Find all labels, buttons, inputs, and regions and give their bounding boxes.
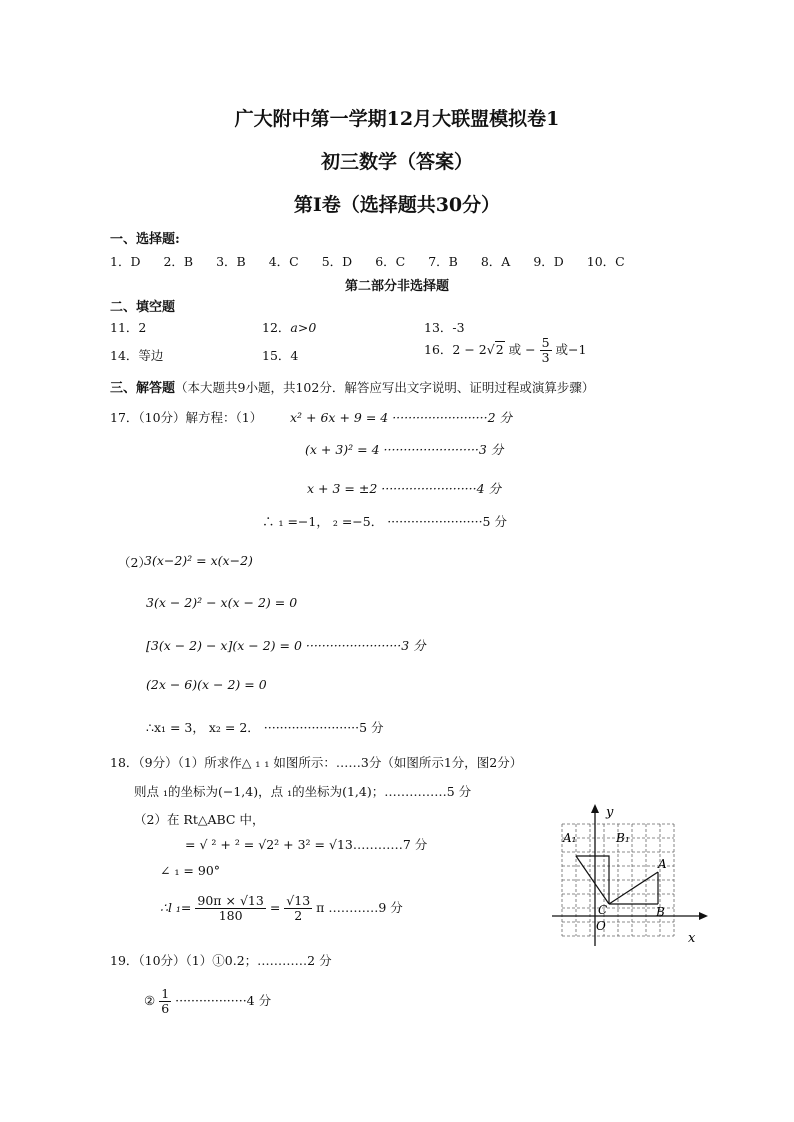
fill-16-num: 5 — [541, 335, 550, 350]
q17-label: 17．（10分）解方程：（1） — [110, 410, 263, 425]
q17-line1: x² + 6x + 9 = 4 ························2 分 — [290, 410, 512, 425]
section3-heading: 三、解答题 — [110, 381, 176, 396]
q18-line2: 则点 ₁的坐标为(−1,4)，点 ₁的坐标为(1,4)；……………5 分 — [134, 784, 472, 799]
q18-line3: （2）在 Rt△ABC 中， — [134, 812, 265, 827]
fill-16-prefix: 16．2 − 2 — [424, 341, 487, 357]
q18-line6 — [160, 894, 403, 923]
fill-16-radicand: 2 — [495, 341, 504, 357]
page-title: 广大附中第一学期12月大联盟模拟卷1 — [234, 108, 560, 130]
fill-12-value: a>0 — [290, 320, 317, 335]
x-axis-arrow — [699, 912, 708, 920]
label-y: y — [606, 805, 614, 820]
answer-8: 8．A — [480, 254, 511, 269]
q17-step2: [3(x − 2) − x](x − 2) = 0 ························3 分 — [146, 638, 426, 653]
fill-16-tail: 或−1 — [555, 341, 587, 357]
q17-part2-eq: 3(x−2)² = x(x−2) — [144, 553, 253, 568]
q19-tail: ··················4 分 — [175, 992, 272, 1008]
fill-12-prefix: 12． — [262, 320, 291, 335]
q18-l-prefix: ∴l ₁= — [160, 899, 192, 915]
q18-frac2-num: √13 — [286, 893, 311, 908]
fill-16-den: 3 — [541, 349, 550, 365]
answer-4: 4．C — [268, 254, 299, 269]
coordinate-grid-figure — [548, 800, 714, 950]
section1-heading: 一、选择题: — [110, 232, 180, 247]
q18-frac2-den: 2 — [294, 907, 303, 923]
q17-line3: x + 3 = ±2 ························4 分 — [307, 481, 502, 496]
q19-line2 — [144, 987, 271, 1016]
answer-2: 2．B — [163, 254, 194, 269]
q18-line5: ∠ ₁ = 90° — [160, 863, 221, 878]
answer-6: 6．C — [375, 254, 406, 269]
label-c: C — [598, 903, 608, 917]
q18-tail: π …………9 分 — [316, 899, 403, 915]
fill-14: 14．等边 — [110, 348, 164, 363]
part2-title: 第二部分非选择题 — [344, 279, 449, 294]
section3-line — [110, 377, 594, 396]
label-o: O — [596, 919, 606, 933]
q17-part2-label: （2） — [118, 555, 151, 570]
page-subtitle: 初三数学（答案） — [320, 151, 473, 173]
q19-frac-num: 1 — [161, 986, 170, 1001]
fill-11: 11．2 — [110, 320, 147, 335]
part1-title: 第I卷（选择题共30分） — [293, 194, 501, 216]
fill-16: 16．2 − 2√2 或 − $\frac{5}{3}$ 或−1 — [424, 335, 587, 365]
answer-3: 3．B — [216, 254, 246, 269]
fill-16-or: 或 − — [508, 341, 536, 357]
label-a1: A₁ — [563, 831, 577, 845]
y-axis-arrow — [591, 804, 599, 813]
section2-heading: 二、填空题 — [110, 300, 176, 315]
answer-9: 9．D — [533, 254, 564, 269]
q17-step4: ∴x₁ = 3， x₂ = 2． ························5 分 — [146, 720, 384, 735]
q18-equals: = — [269, 899, 281, 915]
answer-7: 7．B — [428, 254, 458, 269]
choice-answers — [110, 252, 625, 270]
q18-line1: 18．（9分）（1）所求作△ ₁ ₁ 如图所示：……3分（如图所示1分，图2分） — [110, 755, 523, 770]
fill-15: 15．4 — [262, 348, 299, 363]
q19-circle2: ② — [144, 992, 156, 1008]
label-a: A — [658, 857, 667, 871]
label-b: B — [656, 905, 665, 919]
q19-frac-den: 6 — [161, 1000, 170, 1016]
answer-10: 10．C — [586, 254, 625, 269]
label-x: x — [688, 931, 696, 946]
label-b1: B₁ — [616, 831, 630, 845]
q18-frac1-den: 180 — [218, 907, 243, 923]
section3-note: （本大题共9小题，共102分．解答应写出文字说明、证明过程或演算步骤） — [175, 380, 595, 395]
fill-13: 13．-3 — [424, 320, 465, 335]
q18-line4: = √ ² + ² = √2² + 3² = √13…………7 分 — [185, 837, 428, 852]
fill-12 — [262, 318, 316, 336]
answer-1: 1．D — [110, 254, 141, 269]
q17-step1: 3(x − 2)² − x(x − 2) = 0 — [146, 595, 298, 610]
answer-5: 5．D — [321, 254, 353, 269]
q18-frac1-num: 90π × √13 — [197, 893, 264, 908]
q19-line1: 19．（10分）（1）①0.2；…………2 分 — [110, 953, 332, 968]
q17-line2: (x + 3)² = 4 ························3 分 — [305, 442, 504, 457]
q17-line4: ∴ ₁ =−1， ₂ =−5． ························5 分 — [262, 514, 507, 529]
q17-step3: (2x − 6)(x − 2) = 0 — [146, 677, 267, 692]
